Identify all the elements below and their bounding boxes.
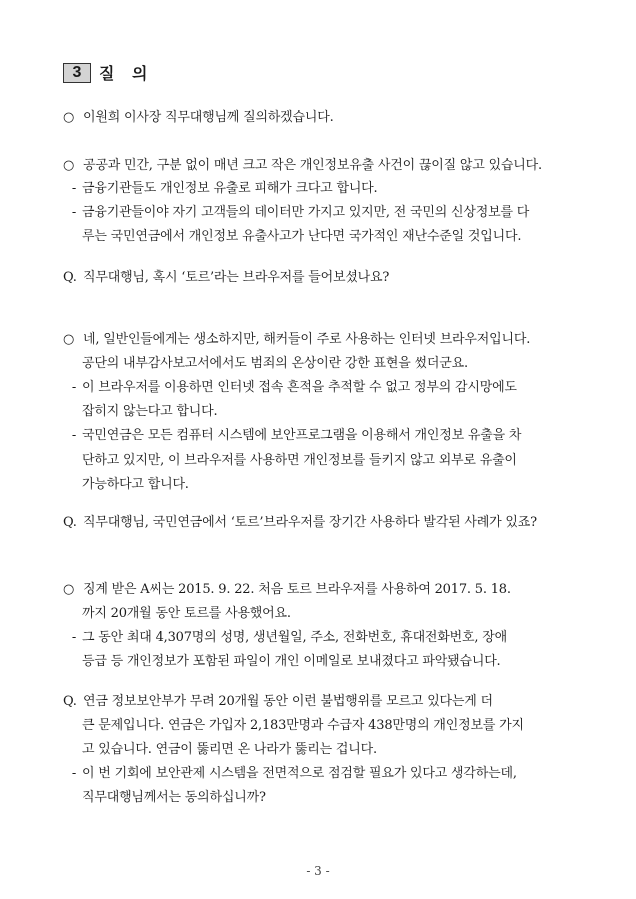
section-number-box: 3: [63, 63, 91, 83]
dash-bullet: -: [71, 380, 77, 395]
text-line: [66, 766, 517, 782]
line-text: 이 브라우저를 이용하면 인터넷 접속 흔적을 추적할 수 없고 정부의 감시망에도: [82, 380, 517, 395]
line-text: 네, 일반인들에게는 생소하지만, 해커들이 주로 사용하는 인터넷 브라우저입니다.: [83, 332, 531, 347]
line-text: 직무대행님께서는 동의하십니까?: [82, 790, 266, 805]
line-text: 잡히지 않는다고 합니다.: [82, 404, 218, 419]
text-line: [66, 205, 529, 221]
text-line: [82, 742, 377, 758]
text-line: [63, 694, 493, 710]
dash-bullet: -: [71, 630, 77, 645]
section-heading: [63, 61, 153, 84]
text-line: [63, 582, 511, 598]
line-text: 직무대행님, 혹시 ‘토르’라는 브라우저를 들어보셨나요?: [83, 270, 390, 285]
line-text: 이 번 기회에 보안관제 시스템을 전면적으로 점검할 필요가 있다고 생각하는데,: [82, 766, 517, 781]
text-line: [63, 110, 334, 126]
text-line: [82, 453, 517, 469]
text-line: [66, 380, 517, 396]
text-line: [63, 270, 389, 286]
section-title: 질 의: [99, 64, 154, 83]
line-text: 연금 정보보안부가 무려 20개월 동안 이런 불법행위를 모르고 있다는게 더: [83, 694, 493, 709]
text-line: [66, 181, 377, 197]
line-text: 단하고 있지만, 이 브라우저를 사용하면 개인정보를 들키지 않고 외부로 유출이: [82, 453, 517, 468]
text-line: [82, 356, 468, 372]
line-text: 국민연금은 모든 컴퓨터 시스템에 보안프로그램을 이용해서 개인정보 유출을 차: [82, 428, 522, 443]
question-marker: Q.: [63, 694, 77, 709]
line-text: 그 동안 최대 4,307명의 성명, 생년월일, 주소, 전화번호, 휴대전화번호, 장애: [82, 630, 507, 645]
text-line: [63, 158, 542, 174]
dash-bullet: -: [71, 205, 77, 220]
page-number: - 3 -: [306, 864, 330, 878]
line-text: 가능하다고 합니다.: [82, 477, 189, 492]
text-line: [66, 630, 507, 646]
line-text: 까지 20개월 동안 토르를 사용했어요.: [82, 606, 291, 621]
circle-bullet-icon: ○: [63, 158, 75, 173]
line-text: 큰 문제입니다. 연금은 가입자 2,183만명과 수급자 438만명의 개인정보를 가지: [82, 718, 524, 733]
text-line: [66, 428, 521, 444]
dash-bullet: -: [71, 428, 77, 443]
circle-bullet-icon: ○: [63, 110, 75, 125]
line-text: 고 있습니다. 연금이 뚫리면 온 나라가 뚫리는 겁니다.: [82, 742, 377, 757]
line-text: 루는 국민연금에서 개인정보 유출사고가 난다면 국가적인 재난수준일 것입니다.: [82, 229, 522, 244]
line-text: 금융기관들도 개인정보 유출로 피해가 크다고 합니다.: [82, 181, 378, 196]
text-line: [63, 515, 537, 531]
circle-bullet-icon: ○: [63, 582, 75, 597]
line-text: 등급 등 개인정보가 포함된 파일이 개인 이메일로 보내졌다고 파악됐습니다.: [82, 654, 501, 669]
text-line: [82, 477, 189, 493]
line-text: 공공과 민간, 구분 없이 매년 크고 작은 개인정보유출 사건이 끊이질 않고 있습니다.: [83, 158, 542, 173]
dash-bullet: -: [71, 766, 77, 781]
line-text: 공단의 내부감사보고서에서도 범죄의 온상이란 강한 표현을 썼더군요.: [82, 356, 468, 371]
text-line: [82, 229, 521, 245]
line-text: 이원희 이사장 직무대행님께 질의하겠습니다.: [83, 110, 334, 125]
question-marker: Q.: [63, 515, 77, 530]
text-line: [63, 332, 530, 348]
text-line: [82, 718, 524, 734]
text-line: [82, 606, 291, 622]
text-line: [82, 404, 217, 420]
dash-bullet: -: [71, 181, 77, 196]
line-text: 징계 받은 A씨는 2015. 9. 22. 처음 토르 브라우저를 사용하여 2017. 5. 18.: [83, 582, 511, 597]
line-text: 금융기관들이야 자기 고객들의 데이터만 가지고 있지만, 전 국민의 신상정보를 다: [82, 205, 530, 220]
line-text: 직무대행님, 국민연금에서 ‘토르’브라우저를 장기간 사용하다 발각된 사례가 있죠?: [83, 515, 537, 530]
circle-bullet-icon: ○: [63, 332, 75, 347]
text-line: [82, 790, 266, 806]
question-marker: Q.: [63, 270, 77, 285]
text-line: [82, 654, 501, 670]
